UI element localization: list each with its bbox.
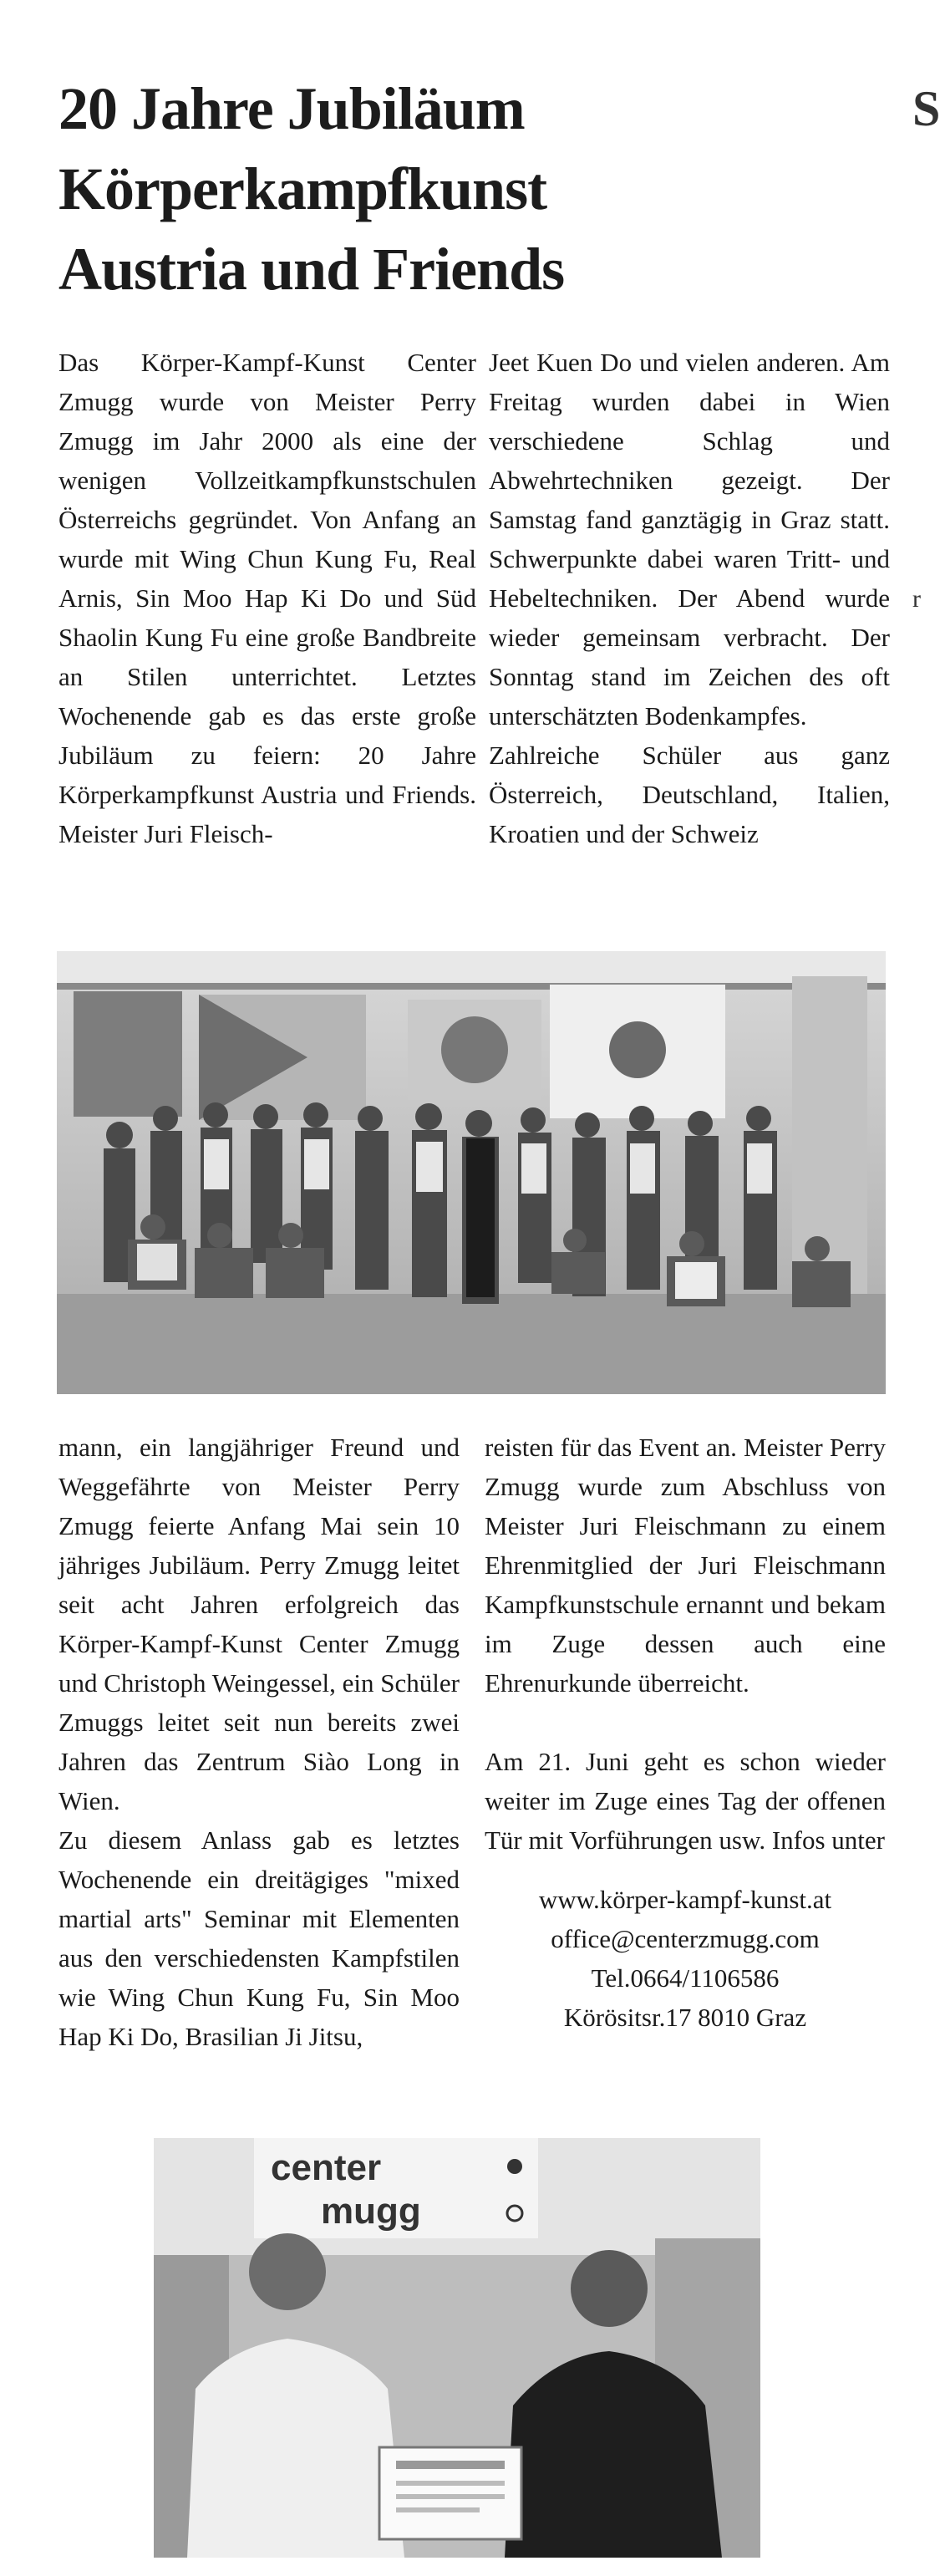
text-column-4 bbox=[485, 1428, 886, 2037]
column-1-paragraph: Das Körper-Kampf-Kunst Center Zmugg wurde von Meister Perry Zmugg im Jahr 2000 als eine der wenigen Vollzeitkampfkunstschulen Österreichs gegründet. Von Anfang an wurde mit Wing Chun Kung Fu, Real Arnis, Sin Moo Hap Ki Do und Süd Shaolin Kung Fu eine große Bandbreite an Stilen unterrichtet. Letztes Wochenende gab es das erste große Jubiläum zu feiern: 20 Jahre Körperkampfkunst Austria und Friends. Meister Juri Fleisch- bbox=[58, 348, 476, 848]
column-3-paragraph-2: Zu diesem Anlass gab es letztes Wochenende ein dreitägiges "mixed martial arts" Seminar mit Elementen aus den verschiedensten Kampfstilen wie Wing Chun Kung Fu, Sin Moo Hap Ki Do, Brasilian Ji Jitsu, bbox=[58, 1825, 460, 2051]
cut-off-letter-top: S bbox=[912, 81, 940, 136]
contact-address: Körösitsr.17 8010 Graz bbox=[563, 2003, 807, 2032]
group-photo bbox=[57, 951, 886, 1394]
headline-line-1: 20 Jahre Jubiläum bbox=[58, 75, 525, 142]
column-4-paragraph-1: reisten für das Event an. Meister Perry Zmugg wurde zum Abschluss von Meister Juri Fleischmann zu einem Ehrenmitglied der Juri Fleischmann Kampfkunstschule ernannt und bekam im Zuge dessen auch eine Ehrenurkunde überreicht. bbox=[485, 1433, 886, 1698]
cut-off-letter-middle: r bbox=[912, 585, 921, 613]
text-column-2 bbox=[489, 343, 890, 853]
text-column-3 bbox=[58, 1428, 460, 2056]
column-2-paragraph-2: Zahlreiche Schüler aus ganz Österreich, Deutschland, Italien, Kroatien und der Schweiz bbox=[489, 741, 890, 848]
certificate-photo bbox=[154, 2138, 760, 2558]
headline-line-3: Austria und Friends bbox=[58, 236, 565, 303]
photo-sign-line-1: center bbox=[271, 2147, 382, 2188]
headline-line-2: Körperkampfkunst bbox=[58, 155, 547, 222]
column-2-paragraph-1: Jeet Kuen Do und vielen anderen. Am Freitag wurden dabei in Wien verschiedene Schlag und Abwehrtechniken gezeigt. Der Samstag fand ganztägig in Graz statt. Schwerpunkte dabei waren Tritt- und Hebeltechniken. Der Abend wurde wieder gemeinsam verbracht. Der Sonntag stand im Zeichen des oft unterschätzten Bodenkampfes. bbox=[489, 348, 890, 731]
photo-sign-line-2: mugg bbox=[321, 2191, 421, 2232]
column-4-paragraph-2: Am 21. Juni geht es schon wieder weiter im Zuge eines Tag der offenen Tür mit Vorführungen usw. Infos unter bbox=[485, 1747, 886, 1855]
contact-email: office@centerzmugg.com bbox=[551, 1924, 820, 1953]
paragraph-gap bbox=[485, 1703, 886, 1742]
contact-phone: Tel.0664/1106586 bbox=[591, 1963, 780, 1993]
column-3-paragraph-1: mann, ein langjähriger Freund und Weggefährte von Meister Perry Zmugg feierte Anfang Mai sein 10 jähriges Jubiläum. Perry Zmugg leitet seit acht Jahren erfolgreich das Körper-Kampf-Kunst Center Zmugg und Christoph Weingessel, ein Schüler Zmuggs leitet seit nun bereits zwei Jahren das Zentrum Siào Long in Wien. bbox=[58, 1433, 460, 1815]
text-column-1 bbox=[58, 343, 476, 853]
article-headline bbox=[58, 69, 794, 309]
contact-block bbox=[485, 1880, 886, 2037]
contact-website: www.körper-kampf-kunst.at bbox=[538, 1885, 832, 1914]
